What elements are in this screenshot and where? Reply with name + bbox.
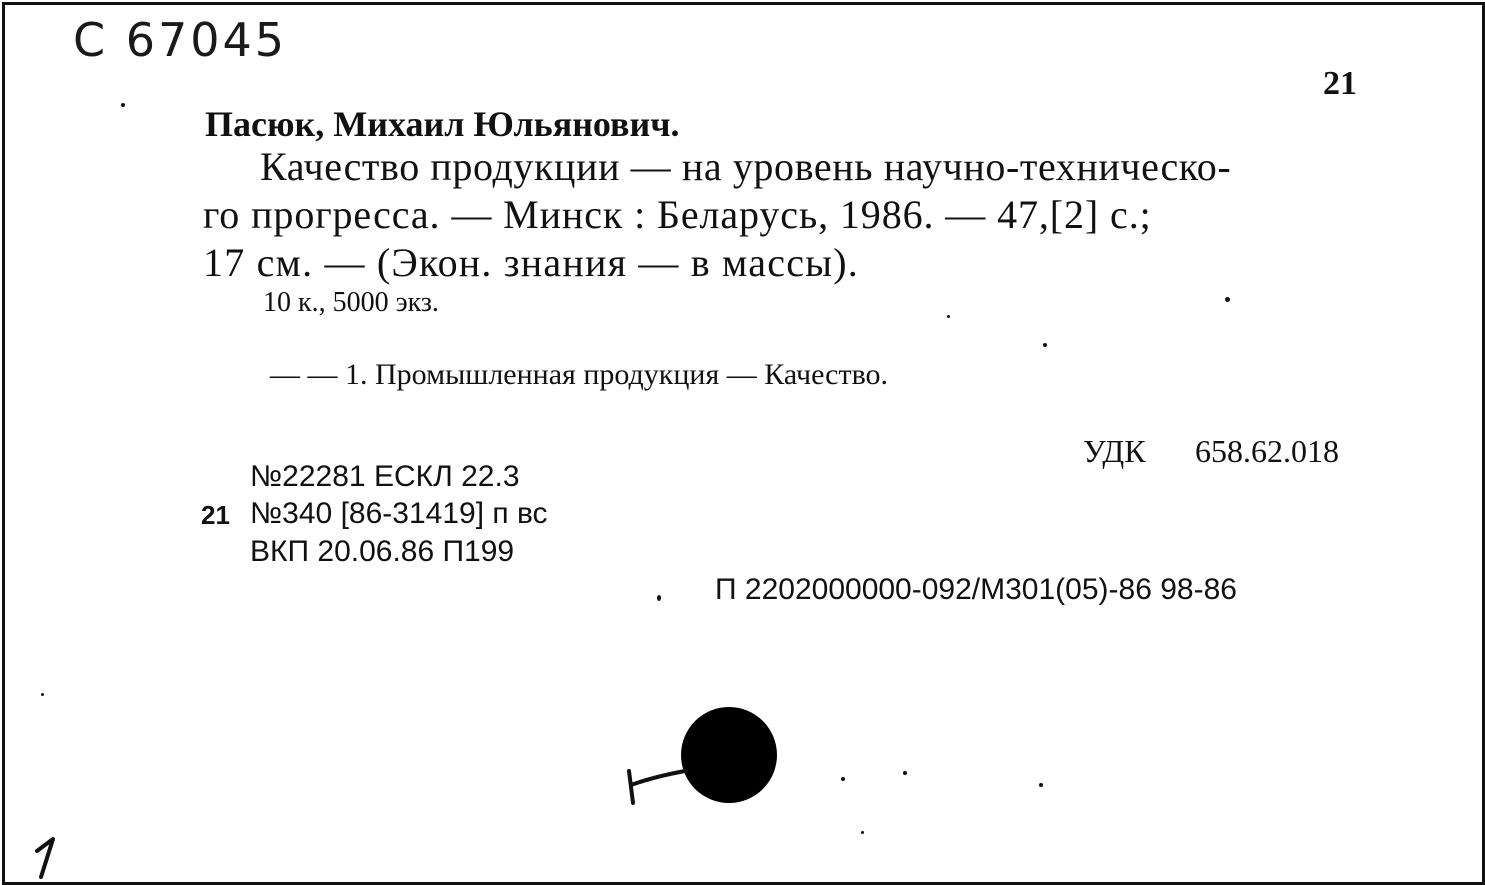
author-heading: Пасюк, Михаил Юльянович. bbox=[205, 104, 680, 144]
udc-value: 658.62.018 bbox=[1195, 433, 1339, 469]
title-line-2: го прогресса. — Минск : Беларусь, 1986. — 47,[2] с.; bbox=[203, 192, 1152, 237]
subject-heading: — — 1. Промышленная продукция — Качество. bbox=[270, 358, 889, 391]
speck bbox=[903, 771, 907, 775]
speck bbox=[121, 103, 125, 107]
check-mark-icon bbox=[623, 757, 693, 807]
speck bbox=[657, 595, 661, 601]
record-line-2-prefix: 21 bbox=[201, 500, 230, 530]
udc-label: УДК bbox=[1083, 433, 1146, 469]
title-line-1: Качество продукции — на уровень научно-техническо- bbox=[260, 144, 1232, 189]
speck bbox=[947, 315, 950, 318]
call-number: С 67045 bbox=[73, 13, 288, 67]
catalog-card bbox=[2, 2, 1485, 885]
speck bbox=[1043, 343, 1047, 347]
record-line-3: ВКП 20.06.86 П199 bbox=[250, 535, 515, 568]
record-line-2: №340 [86-31419] п вс bbox=[250, 497, 548, 530]
speck bbox=[861, 831, 864, 834]
speck bbox=[1039, 783, 1043, 787]
punch-hole bbox=[681, 707, 777, 803]
record-line-1: №22281 ЕСКЛ 22.3 bbox=[250, 460, 520, 493]
index-line: П 2202000000-092/М301(05)-86 98-86 bbox=[715, 573, 1237, 606]
speck bbox=[41, 693, 44, 696]
price-line: 10 к., 5000 экз. bbox=[263, 287, 439, 318]
speck bbox=[841, 777, 845, 781]
title-line-3: 17 см. — (Экон. знания — в массы). bbox=[203, 240, 859, 285]
speck bbox=[1225, 297, 1230, 302]
handwritten-one-icon bbox=[27, 833, 67, 883]
page-number: 21 bbox=[1323, 65, 1357, 102]
